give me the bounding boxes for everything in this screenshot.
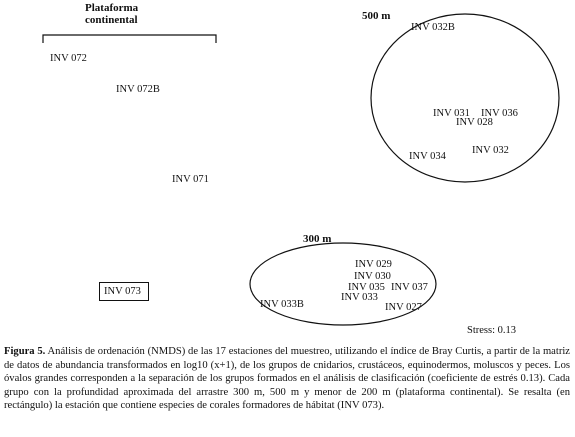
station-label: INV 031 [433, 108, 470, 119]
station-label: INV 030 [354, 271, 391, 282]
station-label-highlighted: INV 073 [104, 286, 141, 297]
oval-500m [371, 14, 559, 182]
station-label: INV 034 [409, 151, 446, 162]
caption-label: Figura 5. [4, 346, 46, 357]
station-label: INV 032 [472, 145, 509, 156]
group-label-300m: 300 m [303, 233, 332, 245]
stress-value: Stress: 0.13 [467, 325, 517, 336]
group-label-continental-line1: Plataforma [85, 2, 139, 14]
continental-bracket [43, 35, 216, 43]
station-label: INV 072 [50, 53, 87, 64]
station-label: INV 037 [391, 282, 428, 293]
station-label: INV 027 [385, 302, 422, 313]
station-label: INV 033B [260, 299, 304, 310]
station-label: INV 028 [456, 117, 493, 128]
station-label: INV 072B [116, 84, 160, 95]
station-label: INV 029 [355, 259, 392, 270]
station-label: INV 033 [341, 292, 378, 303]
station-label: INV 071 [172, 174, 209, 185]
caption-text: Análisis de ordenación (NMDS) de las 17 estaciones del muestreo, utilizando el índice de Bray Curtis, a partir de la matriz de datos de abundancia transformados en log10 (x+1), de los grupos de cnidarios, crustáceos, equinodermos, moluscos y peces. Los óvalos grandes corresponden a la separación de los grupos formados en el análisis de clasificación (coeficiente de estrés 0.13). Cada grupo con la profundidad aproximada del arrastre 300 m, 500 m y menor de 200 m (plataforma continental). Se resalta (en rectángulo) la estación que contiene especies de corales formadores de hábitat (INV 073). [4, 346, 571, 412]
group-label-continental-line2: continental [85, 14, 138, 26]
station-label: INV 036 [481, 108, 518, 119]
group-label-500m: 500 m [362, 10, 391, 22]
station-label: INV 035 [348, 282, 385, 293]
figure-caption [4, 345, 570, 413]
station-label: INV 032B [411, 22, 455, 33]
